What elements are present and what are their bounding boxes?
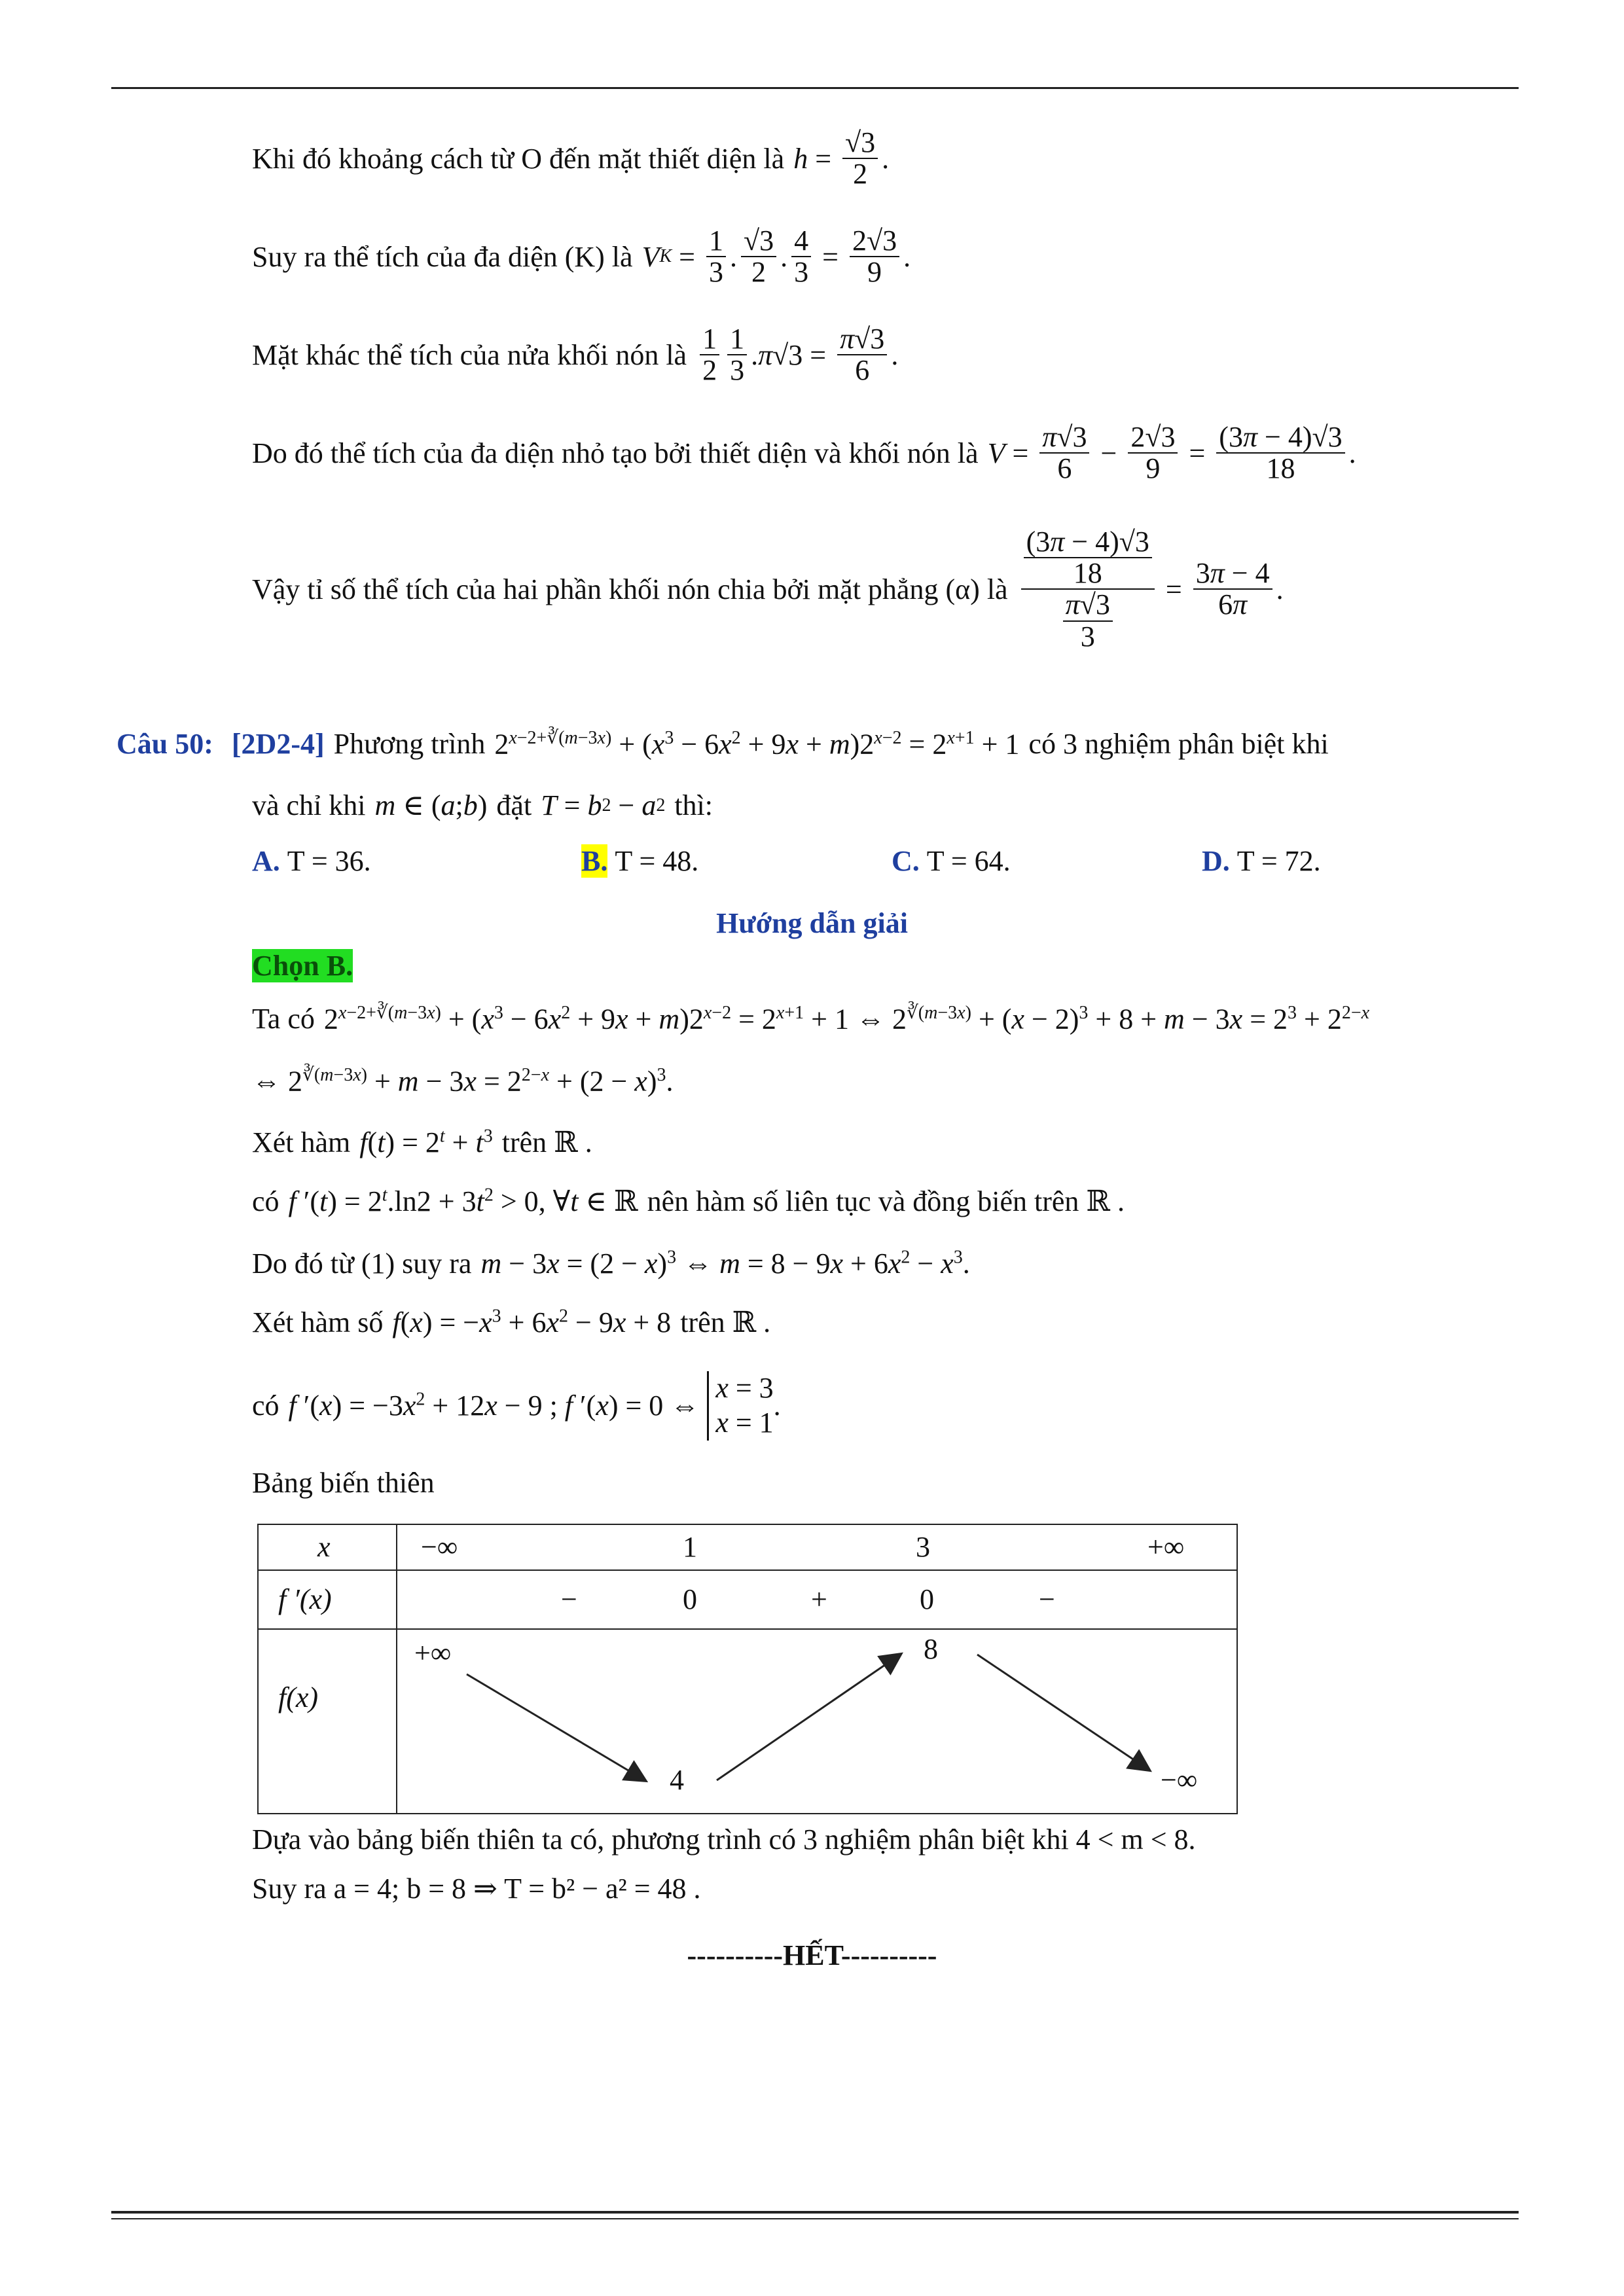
- solution-roots: x = 3 x = 1: [707, 1371, 773, 1441]
- option-a-value: T = 36.: [287, 845, 371, 877]
- variation-x-3: 3: [916, 1531, 930, 1563]
- solution-line-3-text-b: trên ℝ .: [501, 1126, 592, 1158]
- option-a: [252, 844, 371, 878]
- variation-sign-1: −: [561, 1583, 577, 1615]
- variation-x-pos-inf: +∞: [1147, 1531, 1185, 1563]
- line-ratio-text: Vậy tỉ số thể tích của hai phần khối nón chia bởi mặt phẳng (α) là: [252, 573, 1008, 605]
- option-d-value: T = 72.: [1236, 845, 1321, 877]
- question-tag: [2D2-4]: [231, 727, 325, 760]
- option-a-label: A.: [252, 845, 280, 877]
- variation-f-4: 4: [670, 1764, 684, 1796]
- line-distance: Khi đó khoảng cách từ O đến mặt thiết diện là h = $\frac{√3}{2}$ .: [252, 126, 890, 190]
- line-half-cone-text: Mặt khác thể tích của nửa khối nón là: [252, 338, 687, 371]
- solution-line-4: có f $'(t) = 2^t.\ln 2 + 3t^2 > 0$, ∀t ∈ ℝ nên hàm số liên tục và đồng biến trên ℝ .: [252, 1185, 1125, 1217]
- conclusion-1-text: Dựa vào bảng biến thiên ta có, phương trình có 3 nghiệm phân biệt khi 4 < m < 8.: [252, 1823, 1196, 1856]
- arrow-up: [717, 1655, 900, 1780]
- option-b-value: T = 48.: [615, 845, 699, 877]
- variation-sign-4: 0: [920, 1583, 934, 1615]
- solution-line-7-text: có: [252, 1390, 280, 1422]
- option-c-value: T = 64.: [926, 845, 1011, 877]
- variation-x-1: 1: [683, 1531, 697, 1563]
- line-half-cone: Mặt khác thể tích của nửa khối nón là $\frac{1}{2}$ $\frac{1}{3}$ . π √3 = $\frac{\pi√3}{6}$ .: [252, 323, 899, 387]
- variation-f-pos-inf: +∞: [414, 1637, 452, 1669]
- solution-line-4-text-b: nên hàm số liên tục và đồng biến trên ℝ .: [647, 1185, 1125, 1217]
- variation-arrows: [259, 1525, 1236, 1813]
- variation-row-fprime-label: f ′(x): [278, 1583, 332, 1615]
- question-line-1: Câu 50: [2D2-4] Phương trình $2^{x-2+∛(m-3x)} + (x^3 - 6x^2 + 9x + m)2^{x-2} = 2^{x+1} + 1$ có 3 nghiệm phân biệt khi: [117, 727, 1329, 761]
- solution-line-1-text: Ta có: [252, 1002, 315, 1035]
- option-d-label: D.: [1202, 845, 1230, 877]
- variation-sign-2: 0: [683, 1583, 697, 1615]
- solution-line-7: có f $'(x) = -3x^2 + 12x - 9$ ; f ′(x) = 0 ⇔ x = 3 x = 1 .: [252, 1371, 781, 1441]
- table-title-text: Bảng biến thiên: [252, 1467, 435, 1499]
- arrow-down-1: [467, 1674, 645, 1780]
- variation-row-f-label: f(x): [278, 1681, 319, 1713]
- solution-line-6-text-a: Xét hàm số: [252, 1306, 384, 1338]
- conclusion-1: [252, 1823, 1196, 1856]
- solution-line-5-text: Do đó từ (1) suy ra: [252, 1247, 472, 1280]
- header-rule: [111, 87, 1519, 89]
- variation-x-neg-inf: −∞: [421, 1531, 458, 1563]
- line-small-volume-text: Do đó thể tích của đa diện nhỏ tạo bởi thiết diện và khối nón là: [252, 437, 979, 469]
- arrow-down-2: [977, 1655, 1149, 1770]
- line-distance-text: Khi đó khoảng cách từ O đến mặt thiết diện là: [252, 142, 785, 175]
- footer-rule-thin: [111, 2218, 1519, 2219]
- variation-header-x: x: [317, 1531, 331, 1563]
- solution-line-2: ⇔ $2^{∛(m-3x)} + m - 3x = 2^{2-x} + (2 - x)^3$.: [252, 1065, 674, 1098]
- option-c-label: C.: [892, 845, 920, 877]
- line-volume-k: Suy ra thể tích của đa diện (K) là V K = $\frac{1}{3}$ . $\frac{√3}{2}$ . $\frac{4}{3}$ = $\frac{2√3}{9}$ .: [252, 224, 911, 289]
- solution-line-6-text-b: trên ℝ .: [680, 1306, 771, 1338]
- conclusion-2: [252, 1872, 701, 1905]
- solution-line-4-text-a: có: [252, 1185, 280, 1217]
- table-title: [252, 1466, 435, 1499]
- conclusion-2-text: Suy ra a = 4; b = 8 ⇒ T = b² − a² = 48 .: [252, 1873, 701, 1905]
- question-text-a: Phương trình: [333, 727, 486, 760]
- solution-line-6: Xét hàm số $f(x) = -x^3 + 6x^2 - 9x + 8$ trên ℝ .: [252, 1306, 771, 1338]
- question-text-d: đặt: [496, 789, 532, 821]
- solution-line-3-text-a: Xét hàm: [252, 1126, 351, 1158]
- question-text-b: có 3 nghiệm phân biệt khi: [1028, 727, 1329, 760]
- option-c: [892, 844, 1011, 878]
- variation-sign-5: −: [1039, 1583, 1055, 1615]
- line-volume-k-text: Suy ra thể tích của đa diện (K) là: [252, 240, 633, 273]
- solution-line-5: Do đó từ (1) suy ra $m - 3x = (2 - x)^3$ ⇔ $m = 8 - 9x + 6x^2 - x^3$.: [252, 1247, 970, 1280]
- option-b: [581, 844, 698, 878]
- variation-f-8: 8: [924, 1633, 938, 1665]
- question-number: Câu 50:: [117, 727, 213, 760]
- variation-sign-3: +: [811, 1583, 827, 1615]
- solution-title: Hướng dẫn giải: [716, 907, 908, 939]
- option-d: [1202, 844, 1321, 878]
- solution-line-3: Xét hàm $f(t) = 2^t + t^3$ trên ℝ .: [252, 1126, 592, 1158]
- variation-table: [257, 1524, 1238, 1814]
- end-marker: ----------HẾT----------: [687, 1939, 937, 1971]
- variation-f-neg-inf: −∞: [1161, 1764, 1198, 1796]
- line-small-volume: Do đó thể tích của đa diện nhỏ tạo bởi thiết diện và khối nón là V = $\frac{\pi√3}{6}$ − $\frac{2√3}{9}$ = $\frac{(3\pi - 4)√3}{18}$ .: [252, 421, 1356, 485]
- solution-line-1: Ta có $2^{x-2+∛(m-3x)} + (x^3 - 6x^2 + 9x + m)2^{x-2} = 2^{x+1} + 1$ ⇔ $2^{∛(m-3x)} + (x - 2)^3 + 8 + m - 3x = 2^3 + 2^{2-x}$: [252, 1002, 1370, 1035]
- question-line-2: và chỉ khi m ∈ ( a ; b ) đặt T = b 2 − a 2 thì:: [252, 789, 713, 821]
- solution-choice-label: Chọn B.: [252, 950, 353, 982]
- question-text-c: và chỉ khi: [252, 789, 366, 821]
- line-ratio: Vậy tỉ số thể tích của hai phần khối nón chia bởi mặt phẳng (α) là $\frac{\frac{(3\pi - 4)√3}{18}}{\frac{\pi√3}{3}}$ = $\frac{3\pi - 4}{6\pi}$ .: [252, 526, 1284, 653]
- option-b-label: B.: [581, 845, 608, 877]
- solution-choice: [252, 949, 353, 982]
- question-text-e: thì:: [674, 789, 713, 821]
- footer-rule-thick: [111, 2211, 1519, 2214]
